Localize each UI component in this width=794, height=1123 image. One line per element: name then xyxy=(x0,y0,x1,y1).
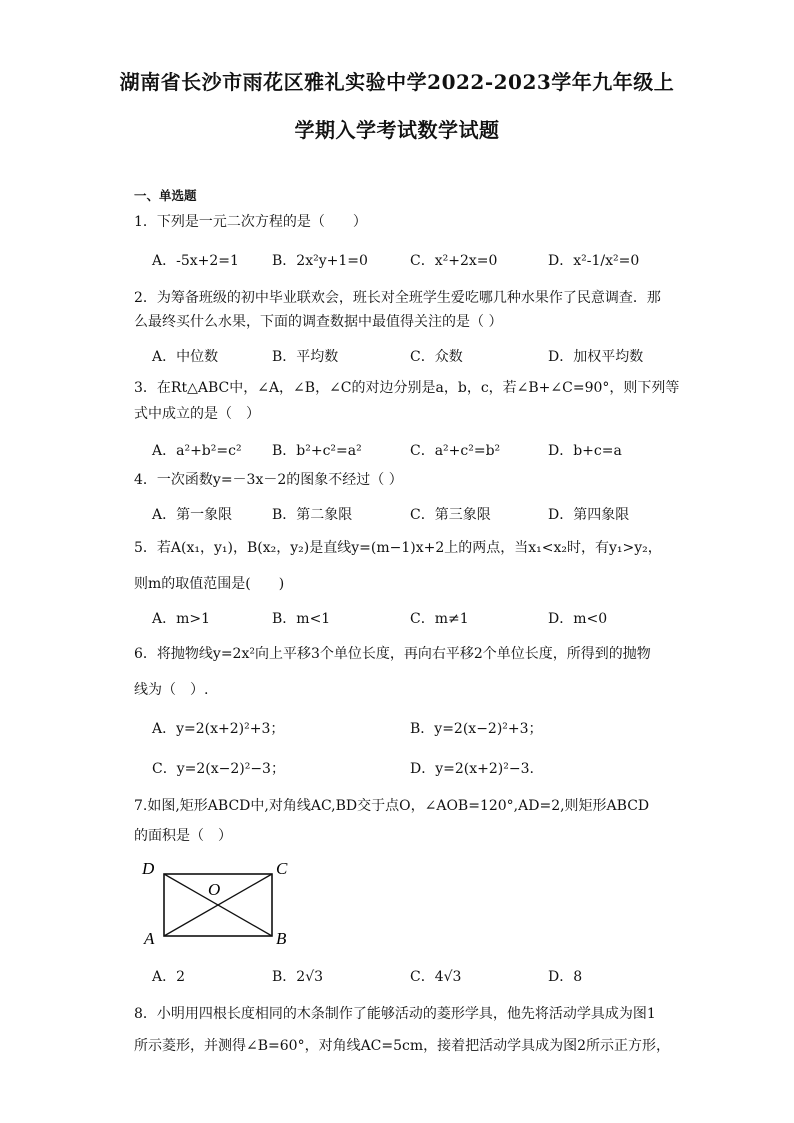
q6-option-d: D．y=2(x+2)²−3. xyxy=(410,761,534,777)
q4-option-b: B．第二象限 xyxy=(272,507,353,523)
q7-option-a: A．2 xyxy=(152,969,186,985)
q5-option-b: B．m<1 xyxy=(272,611,331,627)
question-5-stem-1: 5．若A(x₁，y₁)，B(x₂，y₂)是直线y=(m−1)x+2上的两点，当x₁<x₂时，有y₁>y₂， xyxy=(134,540,662,556)
q3-option-c: C．a²+c²=b² xyxy=(410,443,501,459)
q2-option-b: B．平均数 xyxy=(272,349,339,365)
q1-option-d: D．x²-1/x²=0 xyxy=(548,253,640,269)
question-6-options-row1 xyxy=(152,718,672,738)
rectangle-abcd-figure xyxy=(138,856,298,948)
question-8-stem-1: 8．小明用四根长度相同的木条制作了能够活动的菱形学具，他先将活动学具成为图1 xyxy=(134,1006,656,1022)
q3-option-b: B．b²+c²=a² xyxy=(272,443,362,459)
q2-option-d: D．加权平均数 xyxy=(548,349,644,365)
question-7-stem-1: 7.如图,矩形ABCD中,对角线AC,BD交于点O，∠AOB=120°,AD=2,则矩形ABCD xyxy=(134,798,650,814)
question-8-stem-2: 所示菱形，并测得∠B=60°，对角线AC=5cm，接着把活动学具成为图2所示正方形， xyxy=(134,1038,671,1054)
q3-option-d: D．b+c=a xyxy=(548,443,622,459)
question-1-options xyxy=(152,250,672,270)
label-o: O xyxy=(208,880,221,899)
q4-option-a: A．第一象限 xyxy=(152,507,233,523)
question-7-options xyxy=(152,966,672,986)
q6-option-c: C．y=2(x−2)²−3； xyxy=(152,761,285,777)
question-1-stem: 1．下列是一元二次方程的是（ ） xyxy=(134,214,367,230)
q1-option-c: C．x²+2x=0 xyxy=(410,253,498,269)
q3-option-a: A．a²+b²=c² xyxy=(152,443,242,459)
label-c: C xyxy=(276,859,288,878)
question-4-stem: 4．一次函数y=－3x－2的图象不经过（ ） xyxy=(134,472,403,488)
question-5-stem-2: 则m的取值范围是( ) xyxy=(134,576,285,592)
question-6-options-row2 xyxy=(152,758,672,778)
question-5-options xyxy=(152,608,672,628)
question-3-options xyxy=(152,440,672,460)
q7-option-b: B．2√3 xyxy=(272,969,324,985)
q4-option-c: C．第三象限 xyxy=(410,507,491,523)
q7-option-c: C．4√3 xyxy=(410,969,462,985)
q2-option-a: A．中位数 xyxy=(152,349,219,365)
q1-option-b: B．2x²y+1=0 xyxy=(272,253,368,269)
q7-option-d: D．8 xyxy=(548,969,583,985)
question-4-options xyxy=(152,504,672,524)
q6-option-b: B．y=2(x−2)²+3； xyxy=(410,721,543,737)
q4-option-d: D．第四象限 xyxy=(548,507,630,523)
question-2-options xyxy=(152,346,672,366)
question-3-stem-1: 3．在Rt△ABC中，∠A，∠B，∠C的对边分别是a，b，c，若∠B+∠C=90°，则下列等 xyxy=(134,380,680,396)
label-a: A xyxy=(144,929,155,948)
question-6-stem-1: 6．将抛物线y=2x²向上平移3个单位长度，再向右平移2个单位长度，所得到的抛物 xyxy=(134,646,651,662)
exam-title-line2: 学期入学考试数学试题 xyxy=(294,118,500,142)
q6-option-a: A．y=2(x+2)²+3； xyxy=(152,721,285,737)
q2-option-c: C．众数 xyxy=(410,349,463,365)
question-6-stem-2: 线为（ ）. xyxy=(134,682,209,698)
label-d: D xyxy=(142,859,155,878)
question-2-stem-1: 2．为筹备班级的初中毕业联欢会，班长对全班学生爱吃哪几种水果作了民意调查．那 xyxy=(134,290,661,306)
label-b: B xyxy=(276,929,287,948)
section-heading: 一、单选题 xyxy=(134,188,197,203)
question-2-stem-2: 么最终买什么水果，下面的调查数据中最值得关注的是（ ） xyxy=(134,314,503,330)
q5-option-a: A．m>1 xyxy=(152,611,211,627)
q5-option-d: D．m<0 xyxy=(548,611,608,627)
q5-option-c: C．m≠1 xyxy=(410,611,469,627)
question-3-stem-2: 式中成立的是（ ） xyxy=(134,406,260,422)
exam-title-line1: 湖南省长沙市雨花区雅礼实验中学2022-2023学年九年级上 xyxy=(119,70,675,94)
question-7-stem-2: 的面积是（ ） xyxy=(134,828,232,844)
q1-option-a: A．-5x+2=1 xyxy=(152,253,239,269)
